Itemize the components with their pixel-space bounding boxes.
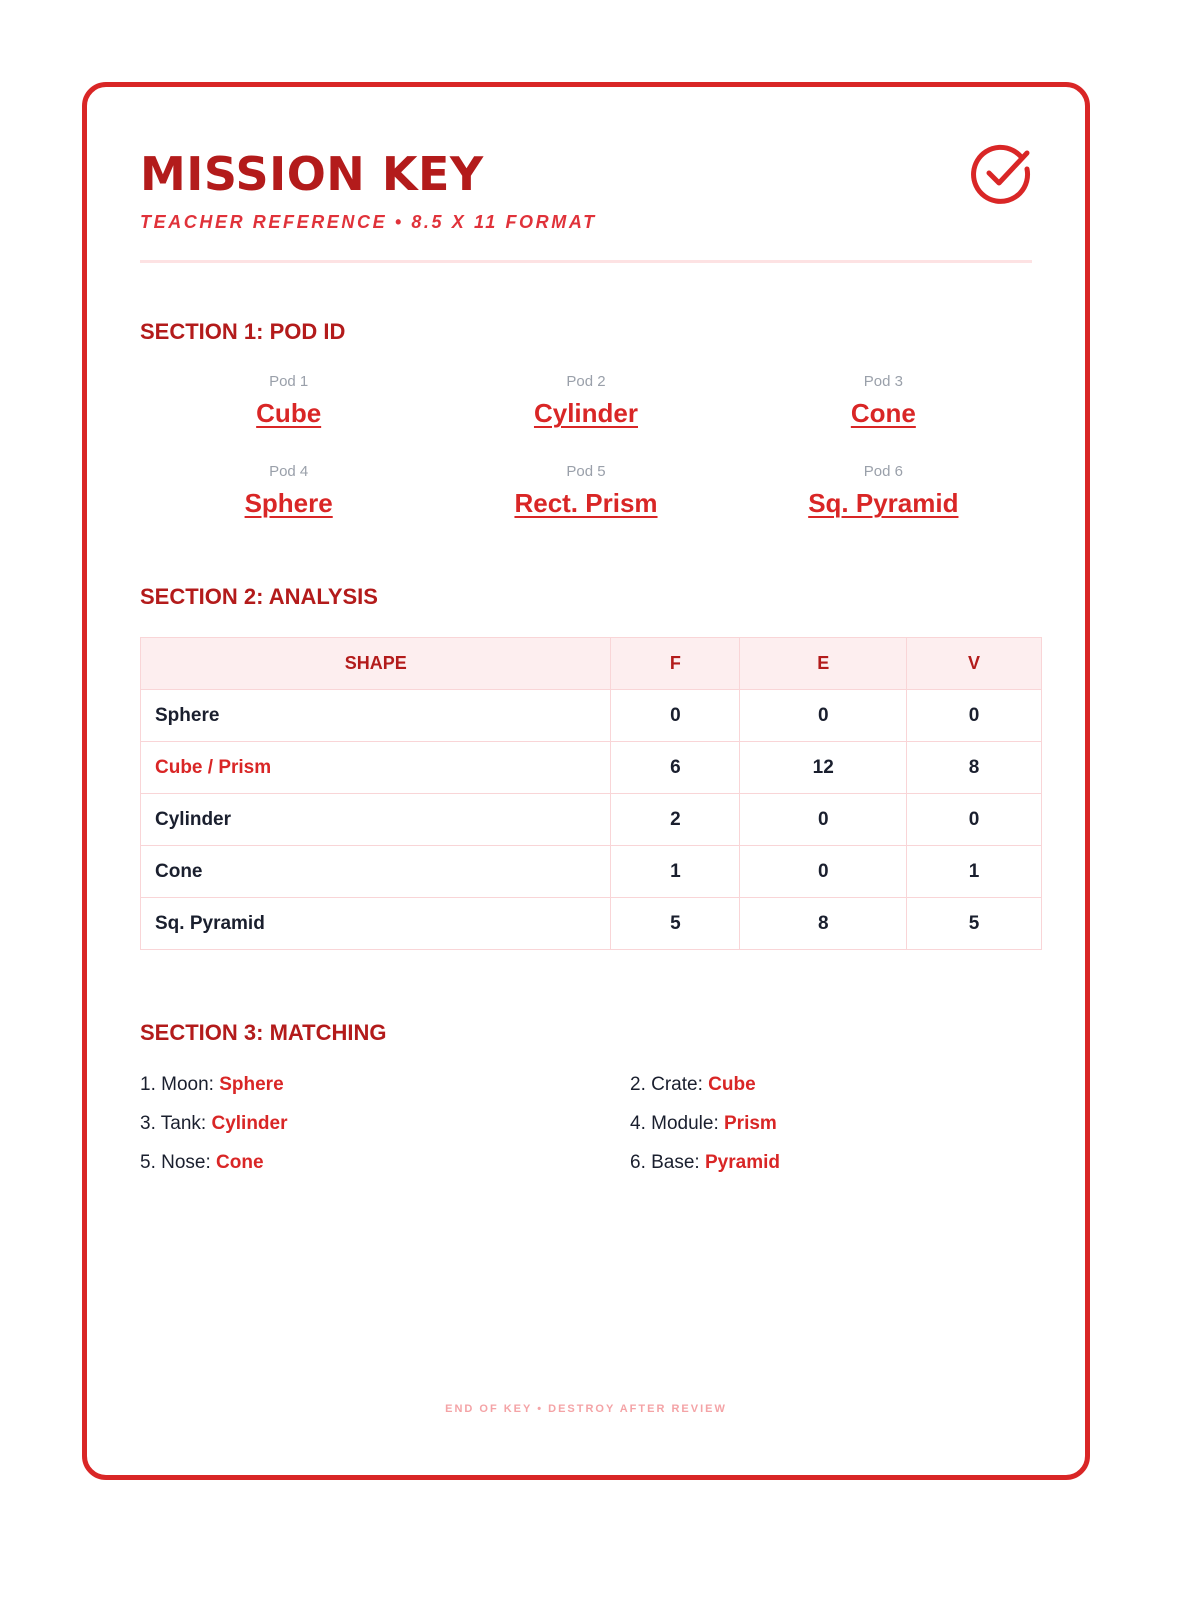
pod-label: Pod 3 [863,373,903,390]
list-item [140,1111,630,1136]
section-3-heading: SECTION 3: MATCHING [140,1020,387,1045]
pod-answer: Cube [256,398,322,428]
pod-item [140,372,437,432]
pod-label: Pod 1 [269,373,309,390]
table-row [141,742,1042,794]
faces-cell: 5 [611,898,740,950]
pod-label: Pod 6 [863,463,903,480]
vertices-cell: 8 [907,742,1042,794]
table-row [141,794,1042,846]
match-prompt: 2. Crate: [630,1074,709,1095]
matching-list [140,1072,1032,1175]
match-prompt: 3. Tank: [140,1113,212,1134]
shape-cell: Sq. Pyramid [141,898,611,950]
shape-cell: Cube / Prism [141,742,611,794]
table-row [141,846,1042,898]
page-title: MISSION KEY [140,147,484,201]
pod-answer: Cone [850,398,916,428]
faces-cell: 6 [611,742,740,794]
table-row [141,898,1042,950]
table-row [141,690,1042,742]
shape-cell: Sphere [141,690,611,742]
edges-cell: 0 [740,794,907,846]
pod-label: Pod 5 [566,463,606,480]
edges-cell: 0 [740,690,907,742]
edges-cell: 0 [740,846,907,898]
column-header-vertices: V [907,638,1042,690]
match-prompt: 4. Module: [630,1113,724,1134]
match-answer: Cone [216,1152,264,1173]
pod-item [735,372,1032,432]
shape-cell: Cone [141,846,611,898]
match-answer: Cylinder [211,1113,288,1134]
mission-key-card [82,82,1090,1480]
pod-answer: Sq. Pyramid [808,488,959,518]
pod-grid [140,372,1032,522]
pod-item [437,462,734,522]
faces-cell: 1 [611,846,740,898]
match-prompt: 1. Moon: [140,1074,220,1095]
match-answer: Sphere [219,1074,284,1095]
shape-cell: Cylinder [141,794,611,846]
header-divider [140,260,1032,263]
pod-label: Pod 4 [269,463,309,480]
match-prompt: 5. Nose: [140,1152,217,1173]
pod-label: Pod 2 [566,373,606,390]
analysis-table [140,637,1042,950]
match-answer: Cube [708,1074,756,1095]
match-prompt: 6. Base: [630,1152,705,1173]
list-item [630,1150,1032,1175]
footer-note: END OF KEY • DESTROY AFTER REVIEW [445,1403,727,1415]
list-item [630,1111,1032,1136]
pod-item [437,372,734,432]
faces-cell: 2 [611,794,740,846]
column-header-faces: F [611,638,740,690]
edges-cell: 8 [740,898,907,950]
vertices-cell: 5 [907,898,1042,950]
match-answer: Prism [724,1113,777,1134]
pod-answer: Cylinder [533,398,638,428]
faces-cell: 0 [611,690,740,742]
vertices-cell: 0 [907,794,1042,846]
list-item [140,1150,630,1175]
page-subtitle: TEACHER REFERENCE • 8.5 X 11 FORMAT [140,212,597,232]
pod-answer: Sphere [244,488,333,518]
match-answer: Pyramid [705,1152,780,1173]
list-item [630,1072,1032,1097]
pod-item [140,462,437,522]
section-2-heading: SECTION 2: ANALYSIS [140,584,378,609]
pod-answer: Rect. Prism [514,488,658,518]
edges-cell: 12 [740,742,907,794]
vertices-cell: 1 [907,846,1042,898]
column-header-edges: E [740,638,907,690]
table-header-row [141,638,1042,690]
list-item [140,1072,630,1097]
column-header-shape: SHAPE [141,638,611,690]
card-content [140,87,1032,1475]
check-circle-icon [969,142,1035,208]
section-1-heading: SECTION 1: POD ID [140,319,346,344]
pod-item [735,462,1032,522]
vertices-cell: 0 [907,690,1042,742]
